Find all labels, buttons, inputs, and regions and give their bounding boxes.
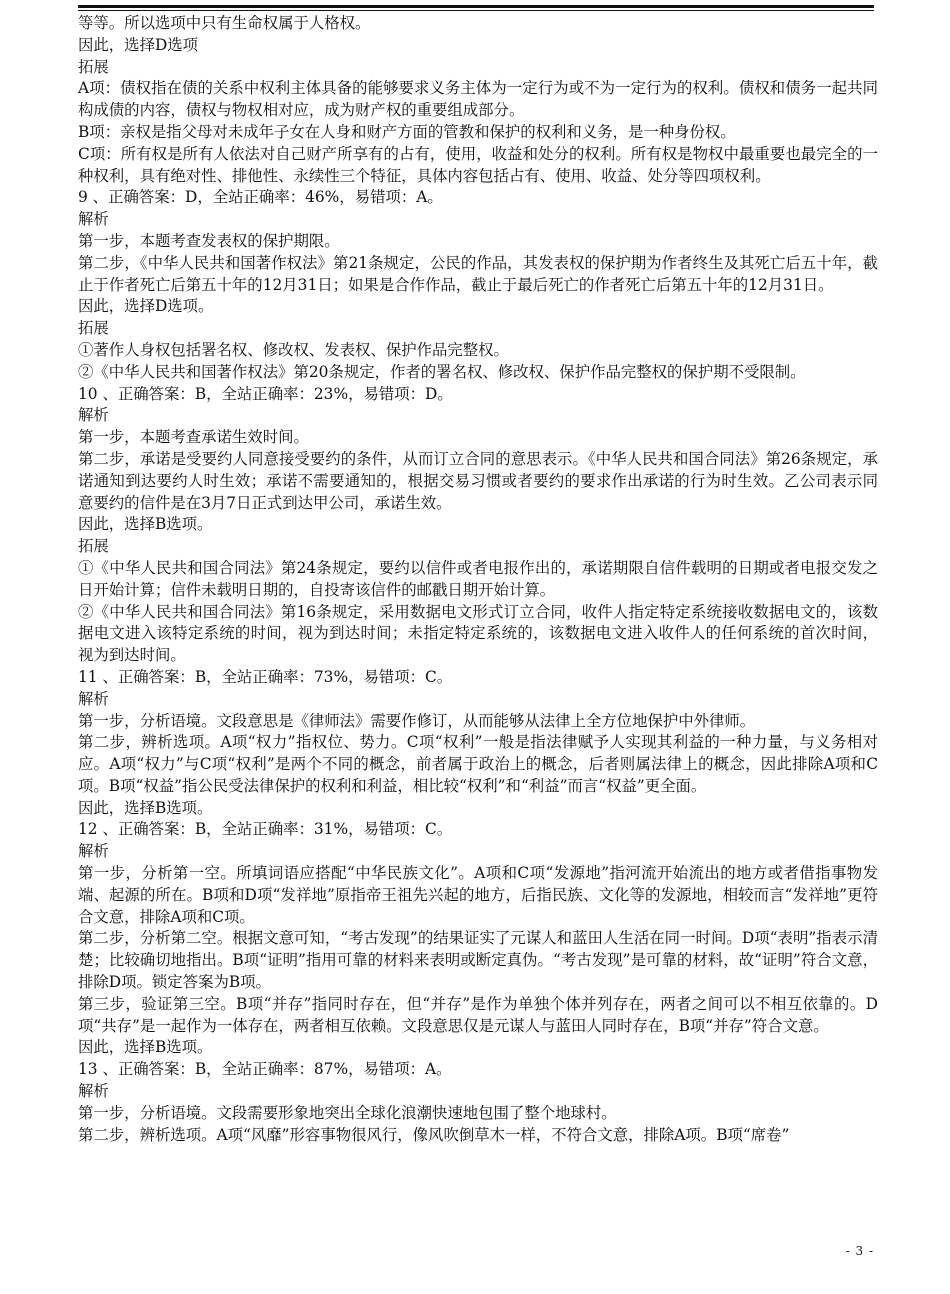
text-line: 第二步，辨析选项。A项“风靡”形容事物很风行，像风吹倒草木一样，不符合文意，排除A项。B项“席卷” [78,1125,790,1144]
text-line: 因此，选择B选项。 [78,515,213,534]
section-heading-expand: 拓展 [78,537,109,556]
text-line: 第二步，《中华人民共和国著作权法》第21条规定，公民的作品，其发表权的保护期为作者终生及其死亡后五十年，截止于作者死亡后第五十年的12月31日；如果是合作作品，截止于最后死亡的作者死亡后第五十年的12月31日。 [78,253,878,294]
text-line: 第一步，本题考查承诺生效时间。 [78,428,309,447]
section-heading-analysis: 解析 [78,842,109,861]
text-line: C项：所有权是所有人依法对自己财产所享有的占有，使用，收益和处分的权利。所有权是物权中最重要也最完全的一种权利，具有绝对性、排他性、永续性三个特征，具体内容包括占有、使用、收益、处分等四项权利。 [78,144,878,185]
text-line: ①《中华人民共和国合同法》第24条规定，要约以信件或者电报作出的，承诺期限自信件载明的日期或者电报交发之日开始计算；信件未载明日期的，自投寄该信件的邮戳日期开始计算。 [78,558,878,599]
section-heading-analysis: 解析 [78,210,109,229]
text-line: B项：亲权是指父母对未成年子女在人身和财产方面的管教和保护的权利和义务，是一种身份权。 [78,122,736,141]
answer-line: 11 、正确答案：B，全站正确率：73%，易错项：C。 [78,667,453,686]
section-heading-analysis: 解析 [78,689,109,708]
text-line: 第二步，辨析选项。A项“权力”指权位、势力。C项“权利”一般是指法律赋予人实现其利益的一种力量，与义务相对应。A项“权力”与C项“权利”是两个不同的概念，前者属于政治上的概念，后者则属法律上的概念，因此排除A项和C项。B项“权益”指公民受法律保护的权利和利益，相比较“权利”和“利益”而言“权益”更全面。 [78,733,878,795]
section-heading-expand: 拓展 [78,319,109,338]
text-line: 第一步，分析语境。文段意思是《律师法》需要作修订，从而能够从法律上全方位地保护中外律师。 [78,711,756,730]
text-line: 第二步，分析第二空。根据文意可知，“考古发现”的结果证实了元谋人和蓝田人生活在同一时间。D项“表明”指表示清楚；比较确切地指出。B项“证明”指用可靠的材料来表明或断定真伪。“考古发现”是可靠的材料，故“证明”符合文意，排除D项。锁定答案为B项。 [78,929,878,992]
header-rule-thin [78,10,874,11]
text-line: 因此，选择D选项 [78,35,199,54]
answer-line: 9 、正确答案：D，全站正确率：46%，易错项：A。 [78,188,443,207]
text-line: ②《中华人民共和国著作权法》第20条规定，作者的署名权、修改权、保护作品完整权的保护期不受限制。 [78,362,806,381]
text-line: ②《中华人民共和国合同法》第16条规定，采用数据电文形式订立合同，收件人指定特定系统接收数据电文的，该数据电文进入该特定系统的时间，视为到达时间；未指定特定系统的，该数据电文进入收件人的任何系统的首次时间，视为到达时间。 [78,602,878,665]
text-line: ①著作人身权包括署名权、修改权、发表权、保护作品完整权。 [78,340,509,359]
text-line: A项：债权指在债的关系中权利主体具备的能够要求义务主体为一定行为或不为一定行为的权利。债权和债务一起共同构成债的内容，债权与物权相对应，成为财产权的重要组成部分。 [78,79,878,120]
text-line: 因此，选择B选项。 [78,1038,213,1057]
document-body [78,13,878,1146]
section-heading-expand: 拓展 [78,57,109,76]
text-line: 第一步，分析语境。文段需要形象地突出全球化浪潮快速地包围了整个地球村。 [78,1103,617,1122]
answer-line: 10 、正确答案：B，全站正确率：23%，易错项：D。 [78,384,453,403]
section-heading-analysis: 解析 [78,1082,109,1101]
text-line: 第三步，验证第三空。B项“并存”指同时存在，但“并存”是作为单独个体并列存在，两者之间可以不相互依靠的。D项“共存”是一起作为一体存在，两者相互依赖。文段意思仅是元谋人与蓝田人同时存在，B项“并存”符合文意。 [78,994,878,1035]
text-line: 第一步，本题考查发表权的保护期限。 [78,231,340,250]
text-line: 因此，选择D选项。 [78,297,214,316]
text-line: 因此，选择B选项。 [78,798,213,817]
text-line: 等等。所以选项中只有生命权属于人格权。 [78,14,371,32]
section-heading-analysis: 解析 [78,406,109,425]
answer-line: 12 、正确答案：B，全站正确率：31%，易错项：C。 [78,820,453,839]
text-line: 第一步，分析第一空。所填词语应搭配“中华民族文化”。A项和C项“发源地”指河流开始流出的地方或者借指事物发端、起源的所在。B项和D项“发祥地”原指帝王祖先兴起的地方，后指民族、文化等的发源地，相较而言“发祥地”更符合文意，排除A项和C项。 [78,864,878,926]
header-rule-thick [78,5,874,8]
page-number: - 3 - [845,1244,874,1258]
answer-line: 13 、正确答案：B，全站正确率：87%，易错项：A。 [78,1060,452,1079]
text-line: 第二步，承诺是受要约人同意接受要约的条件，从而订立合同的意思表示。《中华人民共和国合同法》第26条规定，承诺通知到达要约人时生效；承诺不需要通知的，根据交易习惯或者要约的要求作出承诺的行为时生效。乙公司表示同意要约的信件是在3月7日正式到达甲公司，承诺生效。 [78,449,878,512]
